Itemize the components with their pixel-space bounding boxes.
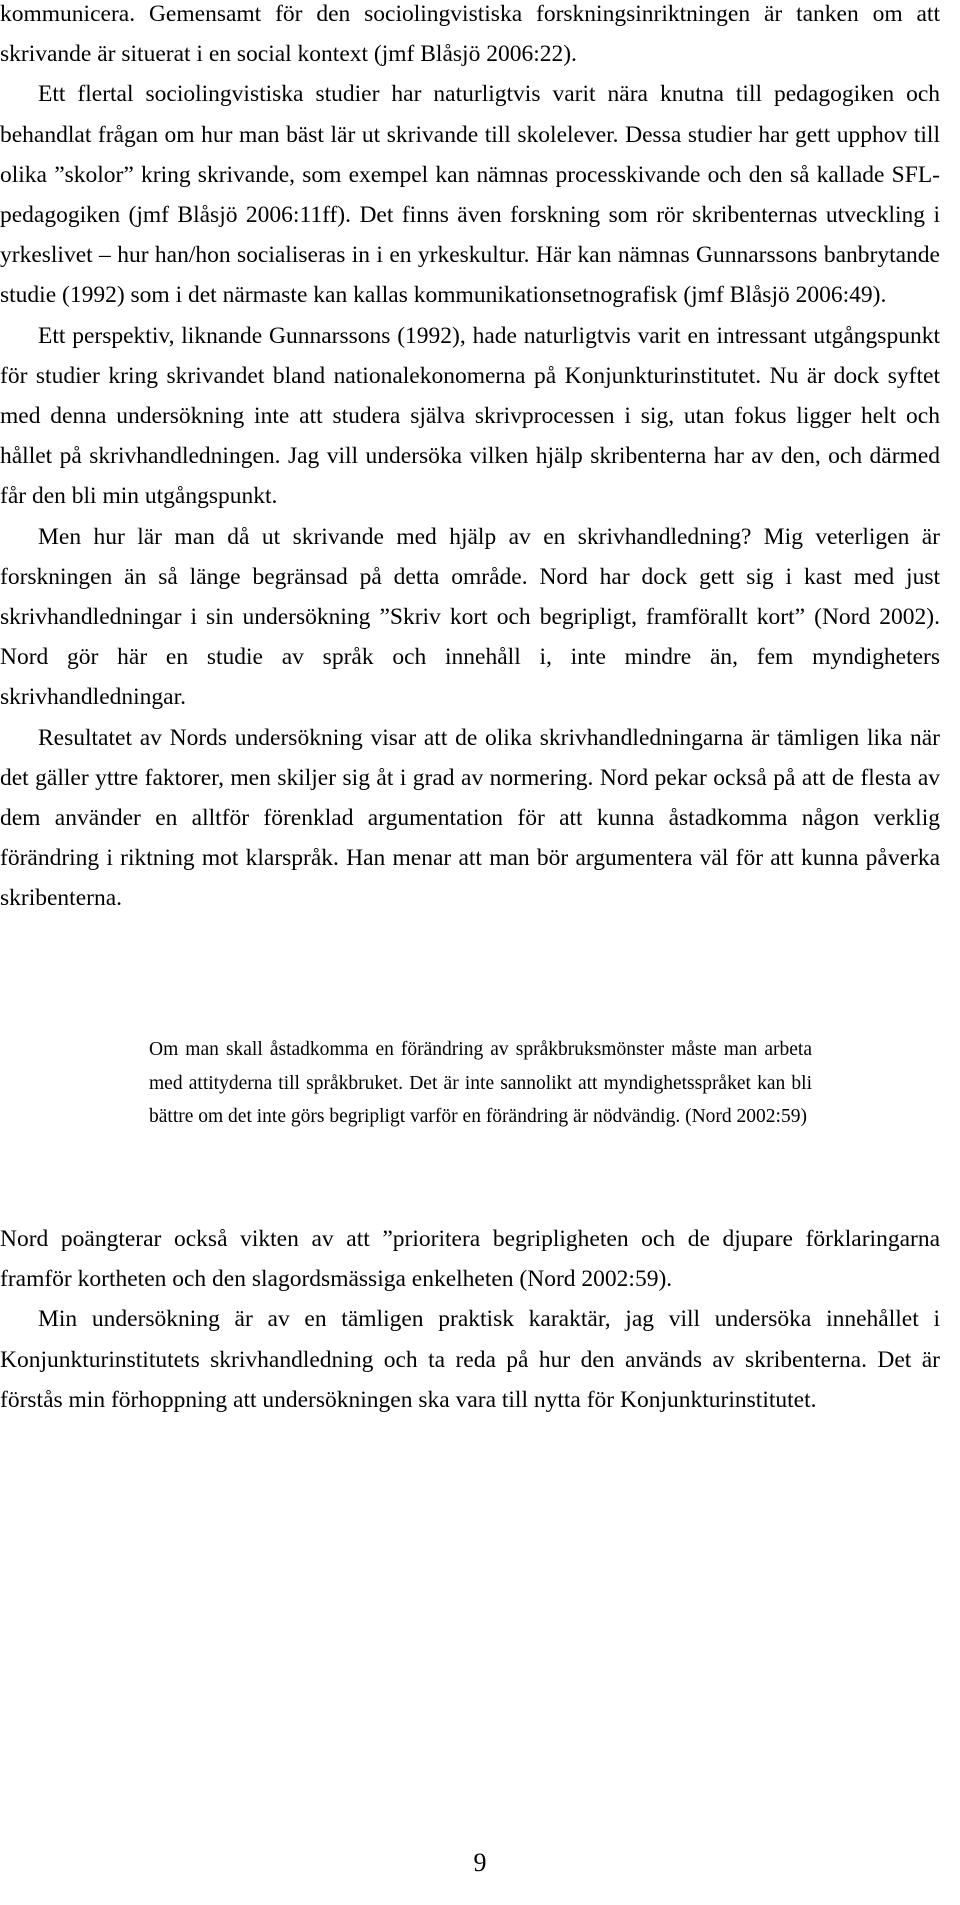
body-text-top: [0, 0, 940, 919]
paragraph: Nord poängterar också vikten av att ”prioritera begripligheten och de djupare förklaringarna framför kortheten och den slagordsmässiga enkelheten (Nord 2002:59).: [0, 1226, 940, 1293]
paragraph: Ett flertal sociolingvistiska studier har naturligtvis varit nära knutna till pedagogiken och behandlat frågan om hur man bäst lär ut skrivande till skolelever. Dessa studier har gett upphov till olika ”skolor” kring skrivande, som exempel kan nämnas processkivande och den så kallade SFL-pedagogiken (jmf Blåsjö 2006:11ff). Det finns även forskning som rör skribenternas utveckling i yrkeslivet – hur han/hon socialiseras in i en yrkeskultur. Här kan nämnas Gunnarssons banbrytande studie (1992) som i det närmaste kan kallas kommunikationsetnografisk (jmf Blåsjö 2006:49).: [0, 81, 940, 309]
paragraph: Men hur lär man då ut skrivande med hjälp av en skrivhandledning? Mig veterligen är forskningen än så länge begränsad på detta område. Nord har dock gett sig i kast med just skrivhandledningar i sin undersökning ”Skriv kort och begripligt, framförallt kort” (Nord 2002). Nord gör här en studie av språk och innehåll i, inte mindre än, fem myndigheters skrivhandledningar.: [0, 523, 940, 711]
page-number: 9: [473, 1848, 487, 1877]
paragraph: Min undersökning är av en tämligen praktisk karaktär, jag vill undersöka innehållet i Konjunkturinstitutets skrivhandledning och ta reda på hur den används av skribenterna. Det är förstås min förhoppning att undersökningen ska vara till nytta för Konjunkturinstitutet.: [0, 1306, 940, 1413]
paragraph: kommunicera. Gemensamt för den sociolingvistiska forskningsinriktningen är tanken om att skrivande är situerat i en social kontext (jmf Blåsjö 2006:22).: [0, 1, 940, 68]
paragraph: Ett perspektiv, liknande Gunnarssons (1992), hade naturligtvis varit en intressant utgångspunkt för studier kring skrivandet bland nationalekonomerna på Konjunkturinstitutet. Nu är dock syftet med denna undersökning inte att studera själva skrivprocessen i sig, utan fokus ligger helt och hållet på skrivhandledningen. Jag vill undersöka vilken hjälp skribenterna har av den, och därmed får den bli min utgångspunkt.: [0, 322, 940, 510]
paragraph: Resultatet av Nords undersökning visar att de olika skrivhandledningarna är tämligen lika när det gäller yttre faktorer, men skiljer sig åt i grad av normering. Nord pekar också på att de flesta av dem använder en alltför förenklad argumentation för att kunna åstadkomma någon verklig förändring i riktning mot klarspråk. Han menar att man bör argumentera väl för att kunna påverka skribenterna.: [0, 724, 940, 912]
block-quote: Om man skall åstadkomma en förändring av språkbruksmönster måste man arbeta med attityderna till språkbruket. Det är inte sannolikt att myndighetsspråket kan bli bättre om det inte görs begripligt varför en förändring är nödvändig. (Nord 2002:59): [149, 1039, 812, 1127]
body-text-bottom: [0, 1219, 940, 1420]
